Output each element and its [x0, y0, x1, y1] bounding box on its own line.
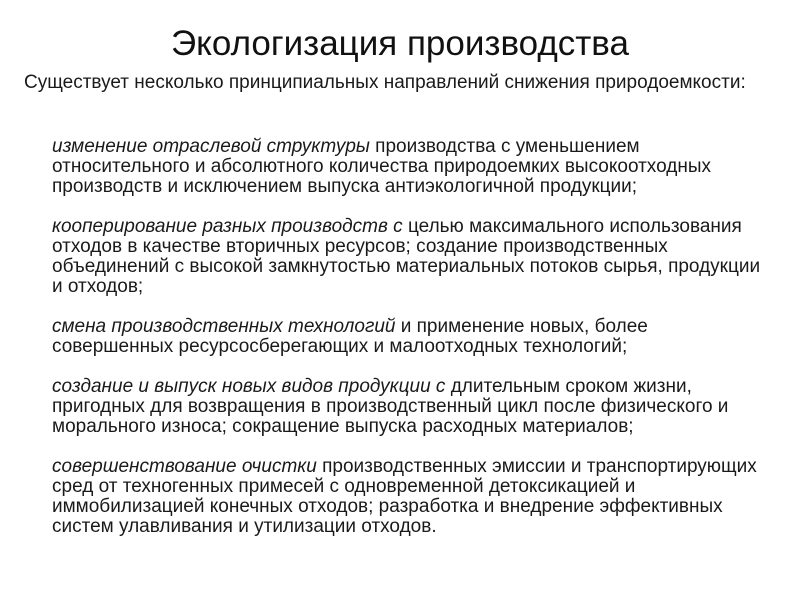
direction-emphasis: кооперирование разных производств с [52, 216, 403, 237]
direction-item-cleaning [52, 457, 768, 537]
direction-item-cooperation [52, 217, 768, 297]
direction-item-technology [52, 317, 768, 357]
direction-emphasis: смена производственных технологий [52, 316, 396, 337]
direction-list [52, 137, 768, 557]
intro-paragraph: Существует несколько принципиальных направлений снижения природоемкости: [24, 72, 746, 93]
direction-text: производственных эмиссии и транспортирующих сред от техногенных примесей с одновременной детоксикацией и иммобилизацией конечных отходов; разработка и внедрение эффективных систем улавливания и утилизации отходов. [52, 456, 757, 537]
direction-text: и применение новых, более совершенных ресурсосберегающих и малоотходных технологий; [52, 316, 648, 357]
direction-item-structure [52, 137, 768, 197]
direction-emphasis: создание и выпуск новых видов продукции с [52, 376, 446, 397]
direction-text: длительным сроком жизни, пригодных для возвращения в производственный цикл после физического и морального износа; сокращение выпуска расходных материалов; [52, 376, 729, 437]
slide-title: Экологизация производства [171, 24, 629, 63]
direction-emphasis: изменение отраслевой структуры [52, 136, 370, 157]
direction-emphasis: совершенствование очистки [52, 456, 317, 477]
direction-text: производства с уменьшением относительного и абсолютного количества природоемких высокоотходных производств и исключением выпуска антиэкологичной продукции; [52, 136, 711, 197]
direction-text: целью максимального использования отходов в качестве вторичных ресурсов; создание производственных объединений с высокой замкнутостью материальных потоков сырья, продукции и отходов; [52, 216, 761, 297]
direction-item-products [52, 377, 768, 437]
